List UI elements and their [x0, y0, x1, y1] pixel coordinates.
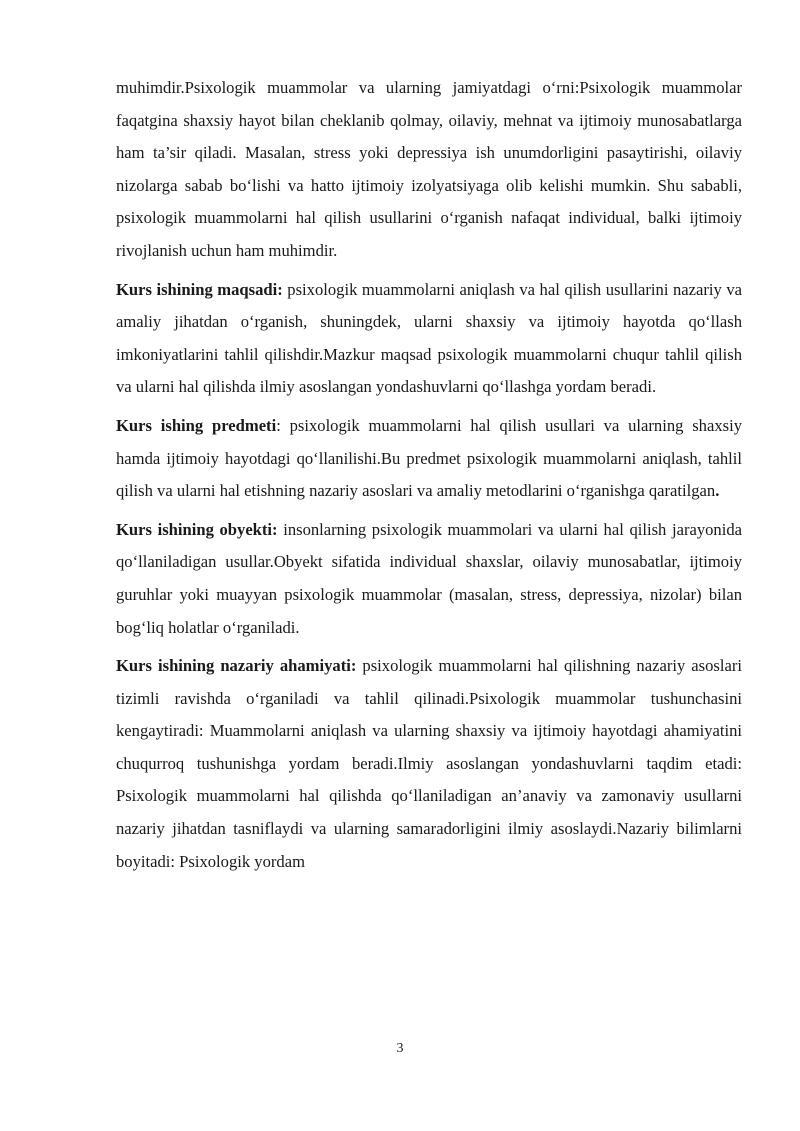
paragraph-heading-object: Kurs ishining obyekti: [116, 519, 278, 539]
paragraph-intro-continued [116, 72, 742, 268]
paragraph-text: psixologik muammolarni hal qilishning nazariy asoslari tizimli ravishda o‘rganiladi va tahlil qilinadi.Psixologik muammolar tushunchasini kengaytiradi: Muammolarni aniqlash va ularning shaxsiy va ijtimoiy hayotdagi ahamiyatini chuqurroq tushunishga yordam beradi.Ilmiy asoslangan yondashuvlarni taqdim etadi: Psixologik muammolarni hal qilishda qo‘llaniladigan an’anaviy va zamonaviy usullarni nazariy jihatdan tasniflaydi va ularning samaradorligini ilmiy asoslaydi.Nazariy bilimlarni boyitadi: Psixologik yordam [116, 656, 742, 871]
paragraph-text: psixologik muammolarni aniqlash va hal qilish usullarini nazariy va amaliy jihatdan o‘rganish, shuningdek, ularni shaxsiy va ijtimoiy hayotda qo‘llash imkoniyatlarini tahlil qilishdir.Mazkur maqsad psixologik muammolarni chuqur tahlil qilish va ularni hal qilishda ilmiy asoslangan yondashuvlarni qo‘llashga yordam beradi. [116, 279, 742, 397]
paragraph-goal [116, 274, 742, 404]
paragraph-object [116, 514, 742, 644]
paragraph-text: muhimdir.Psixologik muammolar va ularning jamiyatdagi o‘rni:Psixologik muammolar faqatgina shaxsiy hayot bilan cheklanib qolmay, oilaviy, mehnat va ijtimoiy munosabatlarga ham ta’sir qiladi. Masalan, stress yoki depressiya ish unumdorligini pasaytirishi, oilaviy nizolarga sabab bo‘lishi va hatto ijtimoiy izolyatsiyaga olib kelishi mumkin. Shu sababli, psixologik muammolarni hal qilish usullarini o‘rganish nafaqat individual, balki ijtimoiy rivojlanish uchun ham muhimdir. [116, 78, 742, 260]
paragraph-heading-theoretical-significance: Kurs ishining nazariy ahamiyati: [116, 656, 357, 676]
paragraph-theoretical-significance [116, 650, 742, 878]
page-number: 3 [396, 1041, 404, 1056]
paragraph-heading-subject: Kurs ishing predmeti [116, 415, 277, 435]
paragraph-tail-period: . [715, 481, 720, 501]
paragraph-heading-goal: Kurs ishining maqsadi: [116, 279, 283, 299]
paragraph-text: insonlarning psixologik muammolari va ularni hal qilish jarayonida qo‘llaniladigan usullar.Obyekt sifatida individual shaxslar, oilaviy munosabatlar, ijtimoiy guruhlar yoki muayyan psixologik muammolar (masalan, stress, depressiya, nizolar) bilan bog‘liq holatlar o‘rganiladi. [116, 519, 743, 637]
paragraph-subject [116, 410, 742, 508]
document-page [116, 72, 742, 884]
paragraph-text: : psixologik muammolarni hal qilish usullari va ularning shaxsiy hamda ijtimoiy hayotdagi qo‘llanilishi.Bu predmet psixologik muammolarni aniqlash, tahlil qilish va ularni hal etishning nazariy asoslari va amaliy metodlarini o‘rganishga qaratilgan [116, 415, 742, 501]
